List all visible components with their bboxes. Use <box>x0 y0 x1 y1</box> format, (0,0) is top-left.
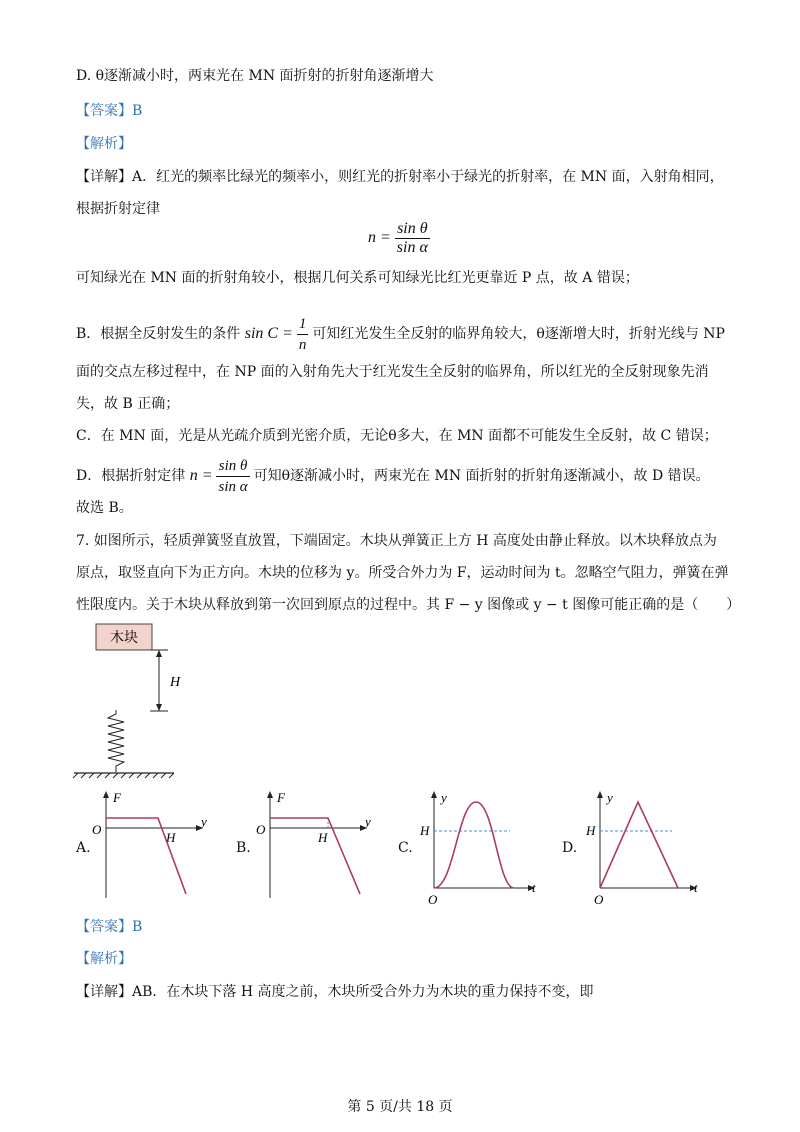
option-a-label: A. <box>76 840 91 856</box>
snell-fraction <box>395 220 430 257</box>
graph-a-origin: O <box>92 822 102 837</box>
h-arrow-up <box>156 650 162 657</box>
h-label: H <box>170 675 181 690</box>
graph-c <box>414 788 549 913</box>
graph-b-f-arrow <box>267 791 273 798</box>
detail-ab-line: 【详解】AB．在木块下落 H 高度之前，木块所受合外力为木块的重力保持不变，即 <box>76 984 594 1000</box>
graph-b-f-label: F <box>277 790 285 805</box>
critical-formula <box>244 316 313 353</box>
option-b-label: B. <box>236 840 251 856</box>
graph-d-curve <box>600 802 678 888</box>
graph-c-y-label: y <box>441 790 447 805</box>
graph-d-y-label: y <box>607 790 613 805</box>
d-suffix: 可知θ逐渐减小时，两束光在 MN 面折射的折射角逐渐减小，故 D 错误。 <box>253 468 710 485</box>
graph-a-y-label: y <box>201 814 207 829</box>
refraction-formula <box>189 458 254 495</box>
refr-fraction <box>216 456 249 497</box>
refr-denominator: sin α <box>218 479 248 495</box>
crit-fraction <box>297 314 309 355</box>
graph-b-curve <box>270 818 360 894</box>
snell-numerator: sin θ <box>395 220 430 239</box>
h-arrow-down <box>156 704 162 711</box>
graph-b-h-label: H <box>318 830 328 845</box>
answer-label-2: 【答案】B <box>76 919 143 935</box>
b-prefix: B．根据全反射发生的条件 <box>76 326 241 343</box>
crit-numerator: 1 <box>297 314 309 335</box>
graph-c-y-arrow <box>431 791 437 798</box>
graph-d-origin: O <box>594 892 604 907</box>
graph-c-h-label: H <box>420 823 430 838</box>
graph-b-y-label: y <box>365 814 371 829</box>
snell-denominator: sin α <box>396 239 428 256</box>
crit-denominator: n <box>298 337 307 353</box>
block-label: 木块 <box>110 630 138 646</box>
spring-figure <box>70 620 190 780</box>
ground-hatch <box>73 773 174 778</box>
graph-d-y-arrow <box>597 791 603 798</box>
detail-line-1: 【详解】A．红光的频率比绿光的频率小，则红光的折射率小于绿光的折射率，在 MN 面，入射角相同， <box>76 169 724 185</box>
refr-numerator: sin θ <box>216 456 249 477</box>
graph-c-origin: O <box>428 892 438 907</box>
detail-line-4 <box>76 314 725 355</box>
crit-lhs: sin C = <box>244 325 293 343</box>
graph-d-h-label: H <box>586 823 596 838</box>
graph-b <box>252 788 382 900</box>
analysis-label: 【解析】 <box>76 136 132 152</box>
graph-d-t-label: t <box>694 880 698 895</box>
spring-coil <box>108 710 124 772</box>
graph-c-curve <box>434 802 514 888</box>
question7-line-1: 7. 如图所示，轻质弹簧竖直放置，下端固定。木块从弹簧正上方 H 高度处由静止释放。以木块释放点为 <box>76 533 717 549</box>
question7-line-3: 性限度内。关于木块从释放到第一次回到原点的过程中。其 F − y 图像或 y − t 图像可能正确的是（ ） <box>76 597 741 613</box>
question7-line-2: 原点，取竖直向下为正方向。木块的位移为 y。所受合外力为 F，运动时间为 t。忽略空气阻力，弹簧在弹 <box>76 565 729 581</box>
detail-line-6: 失，故 B 正确； <box>76 396 180 412</box>
choose-line: 故选 B。 <box>76 500 133 516</box>
detail-line-2: 根据折射定律 <box>76 201 160 217</box>
snell-formula <box>368 220 430 257</box>
refr-lhs: n = <box>189 467 213 485</box>
detail-line-3: 可知绿光在 MN 面的折射角较小，根据几何关系可知绿光比红光更靠近 P 点，故 A 错误； <box>76 270 639 286</box>
option-d-text: D. θ逐渐减小时，两束光在 MN 面折射的折射角逐渐增大 <box>76 68 434 84</box>
detail-line-8 <box>76 456 710 497</box>
snell-lhs: n = <box>368 229 391 247</box>
graph-a-f-label: F <box>113 790 121 805</box>
option-c-label: C. <box>398 840 413 856</box>
graph-b-origin: O <box>256 822 266 837</box>
graph-a-h-label: H <box>166 830 176 845</box>
detail-line-7: C．在 MN 面，光是从光疏介质到光密介质，无论θ多大，在 MN 面都不可能发生全反射，故 C 错误； <box>76 428 718 444</box>
graph-d <box>580 788 715 913</box>
graph-a <box>88 788 218 900</box>
graph-a-f-arrow <box>103 791 109 798</box>
b-suffix: 可知红光发生全反射的临界角较大，θ逐渐增大时，折射光线与 NP <box>312 326 725 343</box>
option-d-label: D. <box>562 840 578 856</box>
d-prefix: D．根据折射定律 <box>76 468 186 485</box>
graph-c-t-label: t <box>532 880 536 895</box>
answer-label: 【答案】B <box>76 103 143 119</box>
analysis-label-2: 【解析】 <box>76 951 132 967</box>
page-footer: 第 5 页/共 18 页 <box>347 1099 453 1115</box>
detail-line-5: 面的交点左移过程中，在 NP 面的入射角先大于红光发生全反射的临界角，所以红光的全反射现象先消 <box>76 364 709 380</box>
